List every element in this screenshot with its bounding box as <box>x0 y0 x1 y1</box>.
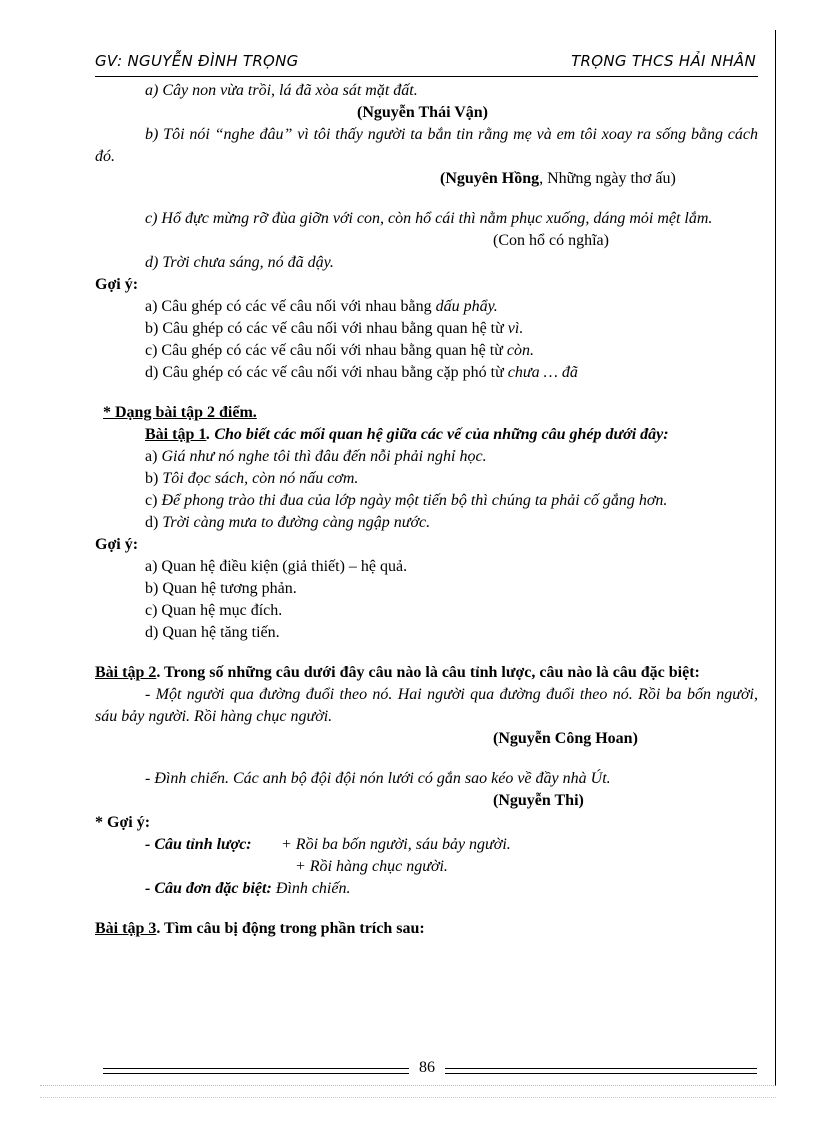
spacer <box>95 644 758 662</box>
hint-1b-text: b) Câu ghép có các vế câu nối với nhau bằng quan hệ từ <box>145 320 508 337</box>
ellipsis-label: - Câu tỉnh lược: <box>145 836 252 853</box>
hint-1a-text: a) Câu ghép có các vế câu nối với nhau bằng <box>145 298 436 315</box>
example-c: c) Hổ đực mừng rỡ đùa giỡn với con, còn hổ cái thì nằm phục xuống, dáng mỏi mệt lắm. <box>145 210 713 227</box>
footer-rule-left <box>103 1068 409 1074</box>
exercise-3-question <box>95 918 758 940</box>
source-c: (Con hổ có nghĩa) <box>493 232 609 249</box>
hint-2d: d) Quan hệ tăng tiến. <box>145 624 280 641</box>
exercise-2-text: . Trong số những câu dưới đây câu nào là câu tỉnh lược, câu nào là câu đặc biệt: <box>156 664 700 681</box>
source-b <box>95 168 758 190</box>
spacer <box>95 900 758 918</box>
exercise-2-source-1: (Nguyễn Công Hoan) <box>493 730 638 747</box>
page-number: 86 <box>419 1059 435 1076</box>
exercise-1-question <box>95 424 758 446</box>
hint-1d-text: d) Câu ghép có các vế câu nối với nhau bằng cặp phó từ <box>145 364 508 381</box>
source-a: (Nguyễn Thái Vận) <box>357 104 488 121</box>
hint-2b: b) Quan hệ tương phản. <box>145 580 297 597</box>
exercise-1b-text: Tôi đọc sách, còn nó nấu cơm. <box>162 470 359 487</box>
exercise-1c-text: Để phong trào thi đua của lớp ngày một tiến bộ thì chúng ta phải cố gắng hơn. <box>161 492 668 509</box>
exercise-1c-prefix: c) <box>145 492 162 509</box>
example-b: b) Tôi nói “nghe đâu” vì tôi thấy người ta bắn tin rằng mẹ và em tôi xoay ra sống bằng cách đó. <box>95 126 758 165</box>
header-rule <box>95 76 758 77</box>
hint-1a-em: dấu phẩy. <box>435 298 498 315</box>
exercise-1a-prefix: a) <box>145 448 162 465</box>
hint-1a <box>95 296 758 318</box>
exercise-1d <box>95 512 758 534</box>
spacer <box>95 384 758 402</box>
exercise-1c <box>95 490 758 512</box>
special-sentence-label: - Câu đơn đặc biệt: <box>145 880 272 897</box>
spacer <box>95 190 758 208</box>
exercise-1b-prefix: b) <box>145 470 163 487</box>
exercise-3-label: Bài tập 3 <box>95 920 157 937</box>
exercise-1a-text: Giá như nó nghe tôi thì đâu đến nỗi phải nghỉ học. <box>161 448 487 465</box>
hint-1b <box>95 318 758 340</box>
ellipsis-line-2: + Rồi hàng chục người. <box>295 858 448 875</box>
hint-1c <box>95 340 758 362</box>
exercise-2-passage-2: - Đình chiến. Các anh bộ đội đội nón lưới có gắn sao kéo về đầy nhà Út. <box>145 770 611 787</box>
bottom-dotted-edge <box>40 1097 776 1098</box>
ellipsis-item-1: + Rồi ba bốn người, sáu bảy người. <box>281 836 511 853</box>
exercise-2-label: Bài tập 2 <box>95 664 157 681</box>
hint-heading-1: Gợi ý: <box>95 276 139 293</box>
example-a: a) Cây non vừa trồi, lá đã xòa sát mặt đất. <box>145 82 418 99</box>
spacer <box>95 750 758 768</box>
hint-1d-em: chưa … đã <box>507 364 578 381</box>
exercise-1-text: . Cho biết các mối quan hệ giữa các vế của những câu ghép dưới đây: <box>206 426 669 443</box>
exercise-1-label: Bài tập 1 <box>145 426 207 443</box>
special-sentence-line <box>95 878 758 900</box>
hint-heading-2: Gợi ý: <box>95 536 139 553</box>
hint-1c-text: c) Câu ghép có các vế câu nối với nhau bằng quan hệ từ <box>145 342 507 359</box>
footer-rule-right <box>445 1068 757 1074</box>
section-heading: * Dạng bài tập 2 điểm. <box>103 404 257 421</box>
header-teacher: GV: NGUYỄN ĐÌNH TRỌNG <box>95 52 299 70</box>
hint-1c-em: còn. <box>506 342 534 359</box>
exercise-1a <box>95 446 758 468</box>
exercise-2-passage-1: - Một người qua đường đuổi theo nó. Hai người qua đường đuổi theo nó. Rồi ba bốn người, sáu bảy người. Rồi hàng chục người. <box>95 686 758 725</box>
example-d: d) Trời chưa sáng, nó đã dậy. <box>145 254 334 271</box>
hint-1b-em: vì. <box>507 320 524 337</box>
exercise-3-text: . Tìm câu bị động trong phần trích sau: <box>156 920 425 937</box>
hint-2c: c) Quan hệ mục đích. <box>145 602 283 619</box>
hint-heading-3: * Gợi ý: <box>95 814 151 831</box>
page-content <box>95 80 758 940</box>
exercise-1d-text: Trời càng mưa to đường càng ngập nước. <box>162 514 431 531</box>
exercise-1b <box>95 468 758 490</box>
hint-1d <box>95 362 758 384</box>
exercise-2-source-2: (Nguyễn Thi) <box>493 792 584 809</box>
hint-2a: a) Quan hệ điều kiện (giả thiết) – hệ quả. <box>145 558 408 575</box>
exercise-2-question <box>95 662 758 684</box>
header-school: TRỌNG THCS HẢI NHÂN <box>571 52 756 70</box>
source-b-author: (Nguyên Hồng <box>440 170 540 187</box>
special-sentence-text: Đình chiến. <box>271 880 351 897</box>
source-b-title: , Những ngày thơ ấu) <box>539 170 676 187</box>
ellipsis-line-1 <box>95 834 758 856</box>
exercise-1d-prefix: d) <box>145 514 163 531</box>
